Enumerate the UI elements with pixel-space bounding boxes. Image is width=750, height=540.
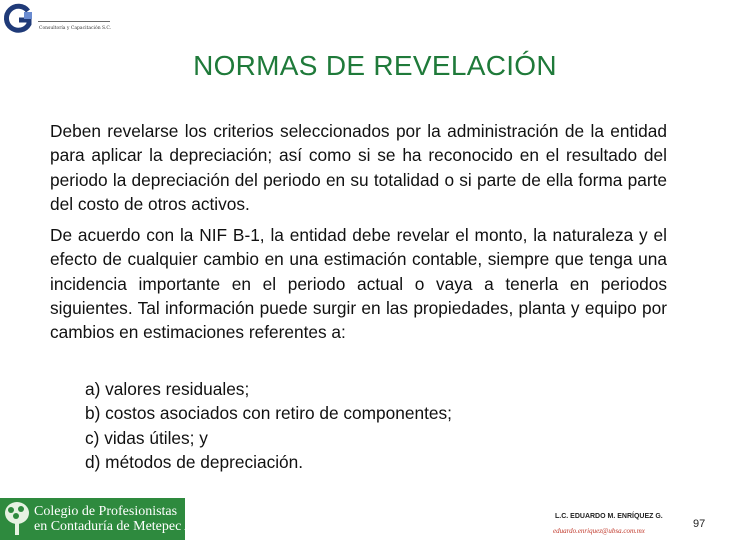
paragraph-revelacion-criterios: Deben revelarse los criterios seleccionados por la administración de la entidad para aplicar la depreciación; así como si se ha reconocido en el resultado del periodo la depreciación del periodo en su totalidad o si parte de ella forma parte del costo de otros activos.	[50, 121, 667, 214]
estimaciones-list	[85, 377, 452, 474]
page-number: 97	[693, 518, 706, 530]
logo-divider	[38, 21, 110, 22]
colegio-name-line2: en Contaduría de Metepec A.C.	[34, 519, 211, 534]
list-item: a) valores residuales;	[85, 379, 250, 399]
logo-tagline: Consultoría y Capacitación S.C.	[39, 26, 112, 31]
list-item: b) costos asociados con retiro de componentes;	[85, 403, 452, 424]
author-email: eduardo.enriquez@ubsa.com.mx	[553, 527, 645, 535]
company-logo	[2, 2, 120, 38]
list-item: d) métodos de depreciación.	[85, 451, 304, 472]
page-title: NORMAS DE REVELACIÓN	[193, 50, 557, 81]
tree-icon	[2, 501, 32, 537]
paragraph-nif-b1: De acuerdo con la NIF B-1, la entidad debe revelar el monto, la naturaleza y el efecto de cualquier cambio en una estimación contable, siempre que tenga una incidencia importante en el periodo actual o vaya a tenerla en periodos siguientes. Tal información puede surgir en las propiedades, planta y equipo por cambios en estimaciones referentes a:	[50, 225, 667, 343]
colegio-name	[34, 504, 211, 534]
author-name: L.C. EDUARDO M. ENRÍQUEZ G.	[555, 513, 663, 520]
colegio-name-line1: Colegio de Profesionistas	[34, 504, 178, 519]
list-item: c) vidas útiles; y	[85, 427, 208, 448]
g-logo-icon	[2, 2, 40, 36]
colegio-logo	[0, 498, 211, 540]
